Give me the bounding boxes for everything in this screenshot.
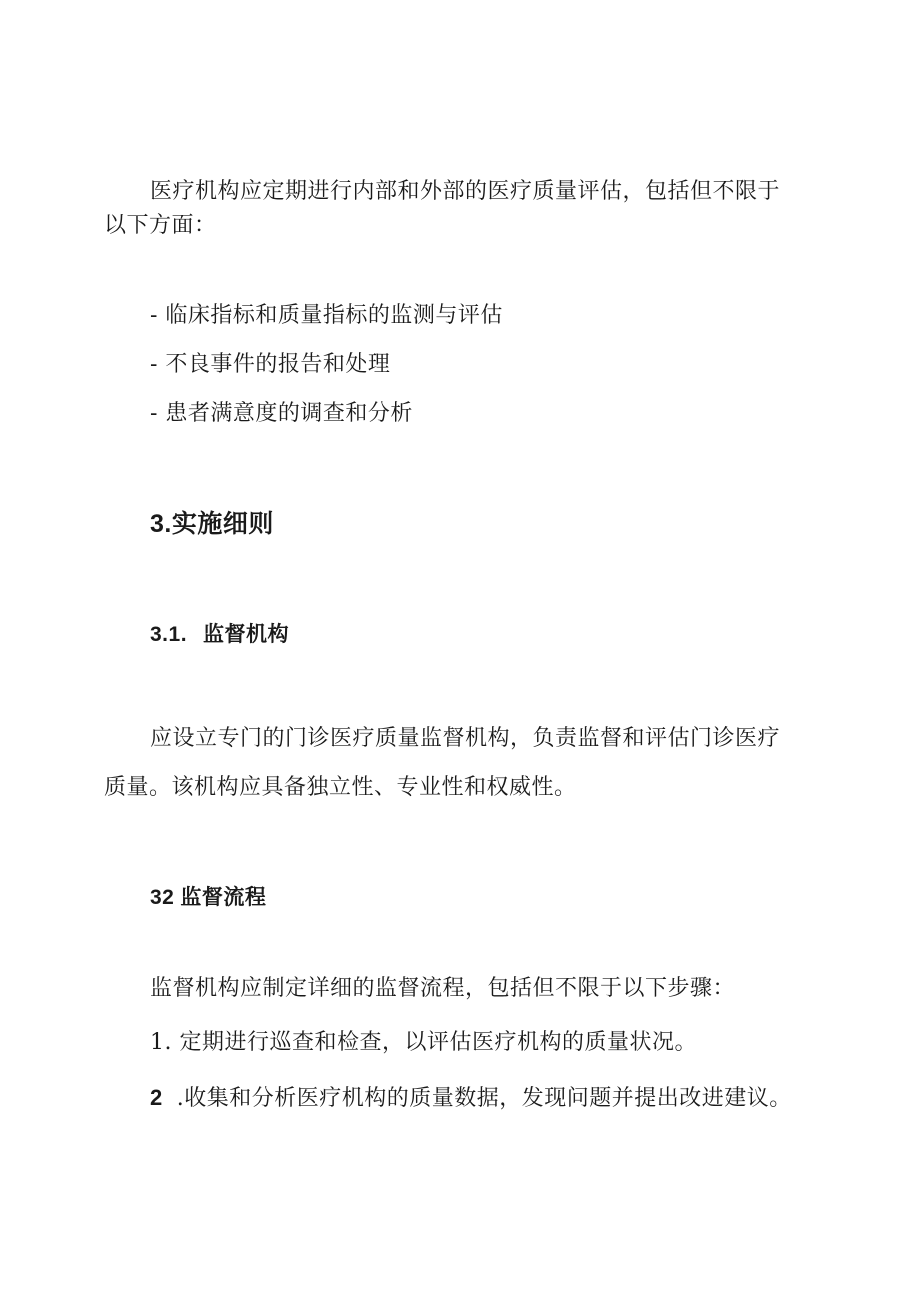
subsection-title: 监督机构 (203, 623, 290, 646)
step-text: .收集和分析医疗机构的质量数据，发现问题并提出改进建议。 (176, 1086, 792, 1111)
subsection-heading (150, 620, 289, 650)
paragraph-line: 医疗机构应定期进行内部和外部的医疗质量评估，包括但不限于 (150, 179, 781, 204)
paragraph-line: 以下方面： (104, 213, 217, 238)
list-item: - 不良事件的报告和处理 (150, 352, 391, 377)
subsection-heading (150, 883, 266, 913)
numbered-step (150, 1083, 792, 1114)
section-heading: 3.实施细则 (150, 510, 274, 538)
numbered-step: 1. 定期进行巡查和检查，以评估医疗机构的质量状况。 (150, 1030, 697, 1055)
paragraph-line: 应设立专门的门诊医疗质量监督机构，负责监督和评估门诊医疗 (150, 726, 781, 751)
paragraph-line: 监督机构应制定详细的监督流程，包括但不限于以下步骤： (150, 976, 736, 1001)
subsection-number: 32 (150, 886, 175, 909)
list-item: - 患者满意度的调查和分析 (150, 401, 413, 426)
step-number: 2 (150, 1085, 163, 1110)
subsection-title: 监督流程 (180, 886, 267, 909)
list-item: - 临床指标和质量指标的监测与评估 (150, 303, 503, 328)
subsection-number: 3.1. (150, 623, 188, 646)
paragraph-line: 质量。该机构应具备独立性、专业性和权威性。 (104, 775, 577, 800)
